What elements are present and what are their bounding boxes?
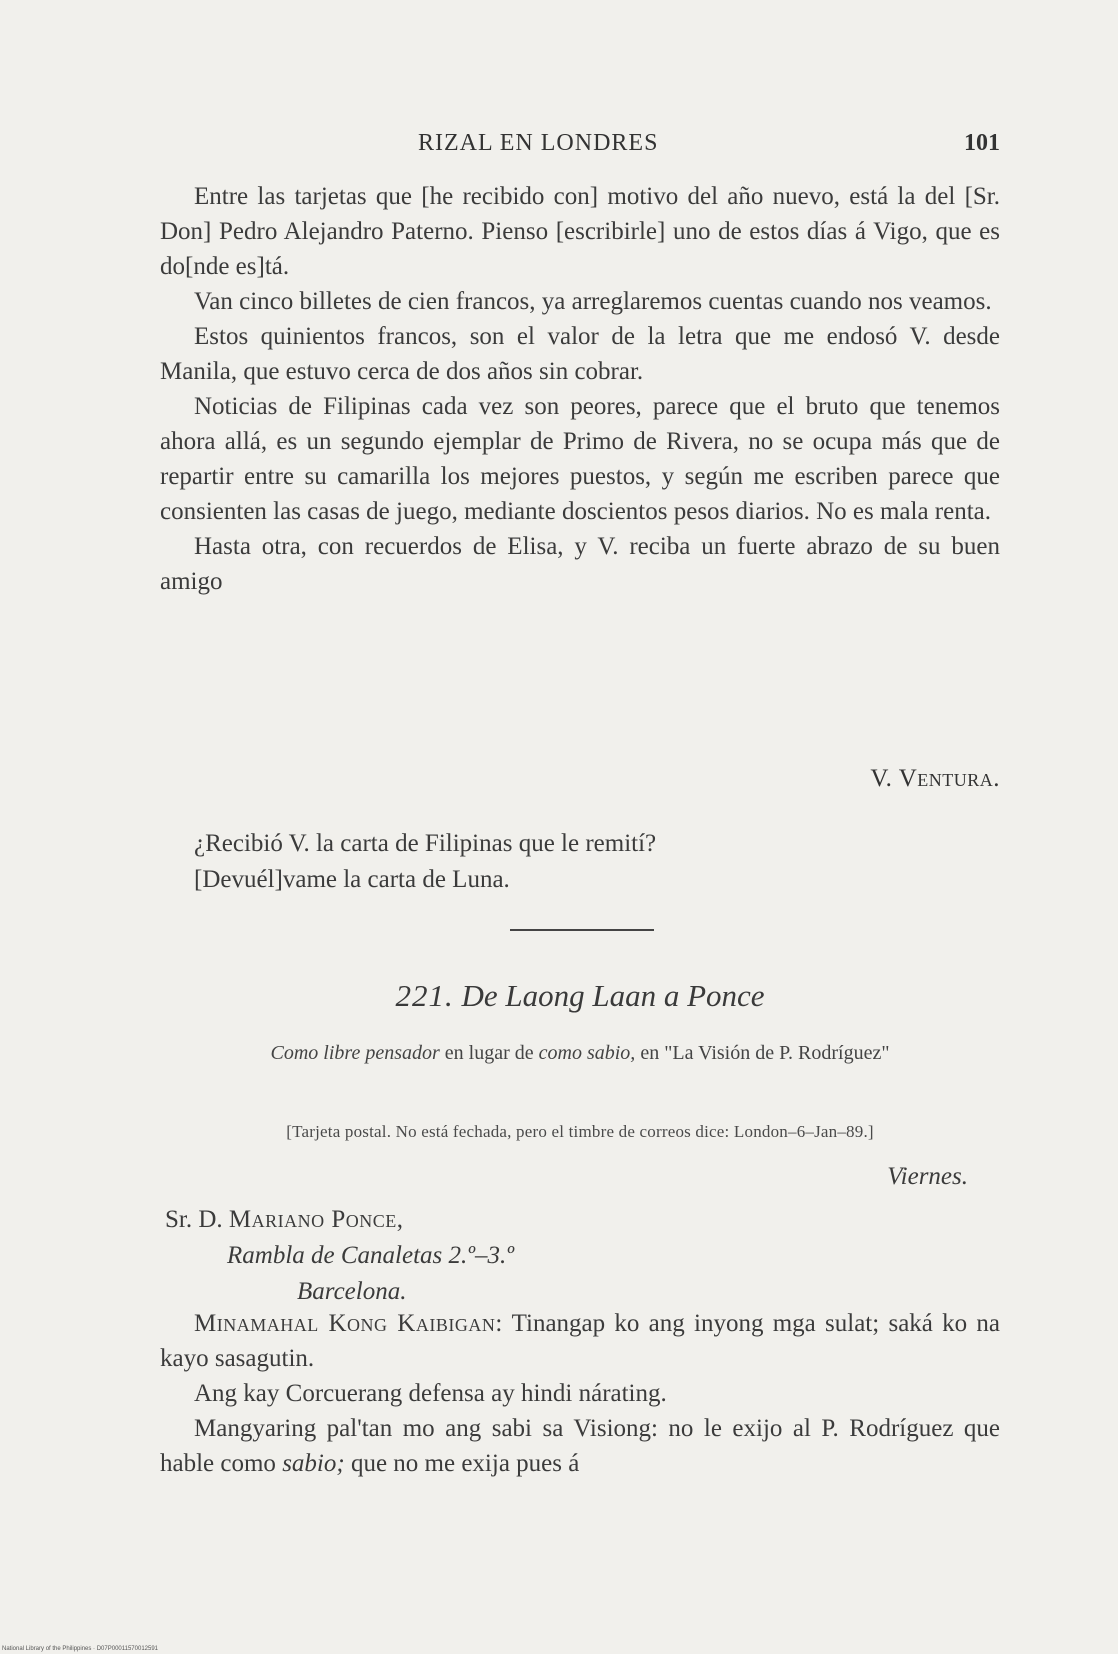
section-divider bbox=[510, 929, 654, 931]
paragraph-text: Mangyaring pal'tan mo ang sabi sa Visiong: no le exijo al P. Rodríguez que hable como bbox=[160, 1415, 1000, 1477]
paragraph: Hasta otra, con recuerdos de Elisa, y V. reciba un fuerte abrazo de su buen amigo bbox=[160, 533, 1000, 595]
postscript bbox=[194, 826, 974, 898]
paragraph bbox=[160, 1306, 1000, 1376]
city-line: Barcelona. bbox=[297, 1278, 407, 1305]
paragraph-text: Tinangap ko ang inyong mga sulat; saká ko na kayo sasagutin. bbox=[160, 1310, 1001, 1372]
postscript-line: ¿Recibió V. la carta de Filipinas que le remití? bbox=[194, 830, 657, 857]
page-number: 101 bbox=[964, 130, 1000, 156]
subtitle-text: en "La Visión de P. Rodríguez" bbox=[635, 1042, 890, 1064]
letter-day: Viernes. bbox=[887, 1163, 968, 1190]
salutation: Minamahal Kong Kaibigan: bbox=[194, 1310, 503, 1337]
paragraph: Ang kay Corcuerang defensa ay hindi nárating. bbox=[194, 1380, 667, 1407]
subtitle-italic: Como libre pensador bbox=[270, 1042, 440, 1064]
running-head: RIZAL EN LONDRES bbox=[418, 130, 659, 156]
paragraph-text: que no me exija pues á bbox=[344, 1450, 580, 1477]
signature: V. Ventura. bbox=[870, 765, 1000, 792]
recipient-name: Mariano Ponce, bbox=[228, 1206, 404, 1233]
address-block bbox=[165, 1202, 514, 1310]
letter-title bbox=[160, 978, 1000, 1014]
recipient-line bbox=[165, 1202, 514, 1238]
subtitle-text: en lugar de bbox=[439, 1042, 539, 1064]
paragraph: Van cinco billetes de cien francos, ya arreglaremos cuentas cuando nos veamos. bbox=[194, 288, 992, 315]
page-header bbox=[160, 130, 1000, 164]
postscript-line: [Devuél]vame la carta de Luna. bbox=[194, 866, 510, 893]
paragraph: Estos quinientos francos, son el valor de la letra que me endosó V. desde Manila, que estuvo cerca de dos años sin cobrar. bbox=[160, 323, 1000, 385]
paragraph bbox=[160, 1411, 1000, 1481]
recipient-prefix: Sr. D. bbox=[165, 1206, 229, 1233]
letter-subtitle bbox=[220, 1038, 940, 1068]
letter-heading: De Laong Laan a Ponce bbox=[461, 978, 765, 1013]
paragraph: Noticias de Filipinas cada vez son peores, parece que el bruto que tenemos ahora allá, es un segundo ejemplar de Primo de Rivera, no se ocupa más que de repartir entre su camarilla los mejores puestos, y según me escriben parece que consienten las casas de juego, mediante doscientos pesos diarios. No es mala renta. bbox=[160, 393, 1000, 525]
subtitle-italic: como sabio, bbox=[538, 1042, 636, 1064]
scan-credit: National Library of the Philippines · D07P00011570012591 bbox=[2, 1646, 158, 1652]
paragraph: Entre las tarjetas que [he recibido con] motivo del año nuevo, está la del [Sr. Don] Pedro Alejandro Paterno. Pienso [escribirle] uno de estos días á Vigo, que es do[nde es]tá. bbox=[160, 183, 1000, 280]
street-line: Rambla de Canaletas 2.º–3.º bbox=[227, 1242, 515, 1269]
letter-number: 221. bbox=[395, 978, 454, 1013]
letter-221-body bbox=[160, 1306, 1000, 1481]
paragraph-italic: sabio; bbox=[282, 1450, 345, 1477]
letter-body bbox=[160, 179, 1000, 599]
editorial-note: [Tarjeta postal. No está fechada, pero el timbre de correos dice: London–6–Jan–89.] bbox=[286, 1122, 874, 1141]
